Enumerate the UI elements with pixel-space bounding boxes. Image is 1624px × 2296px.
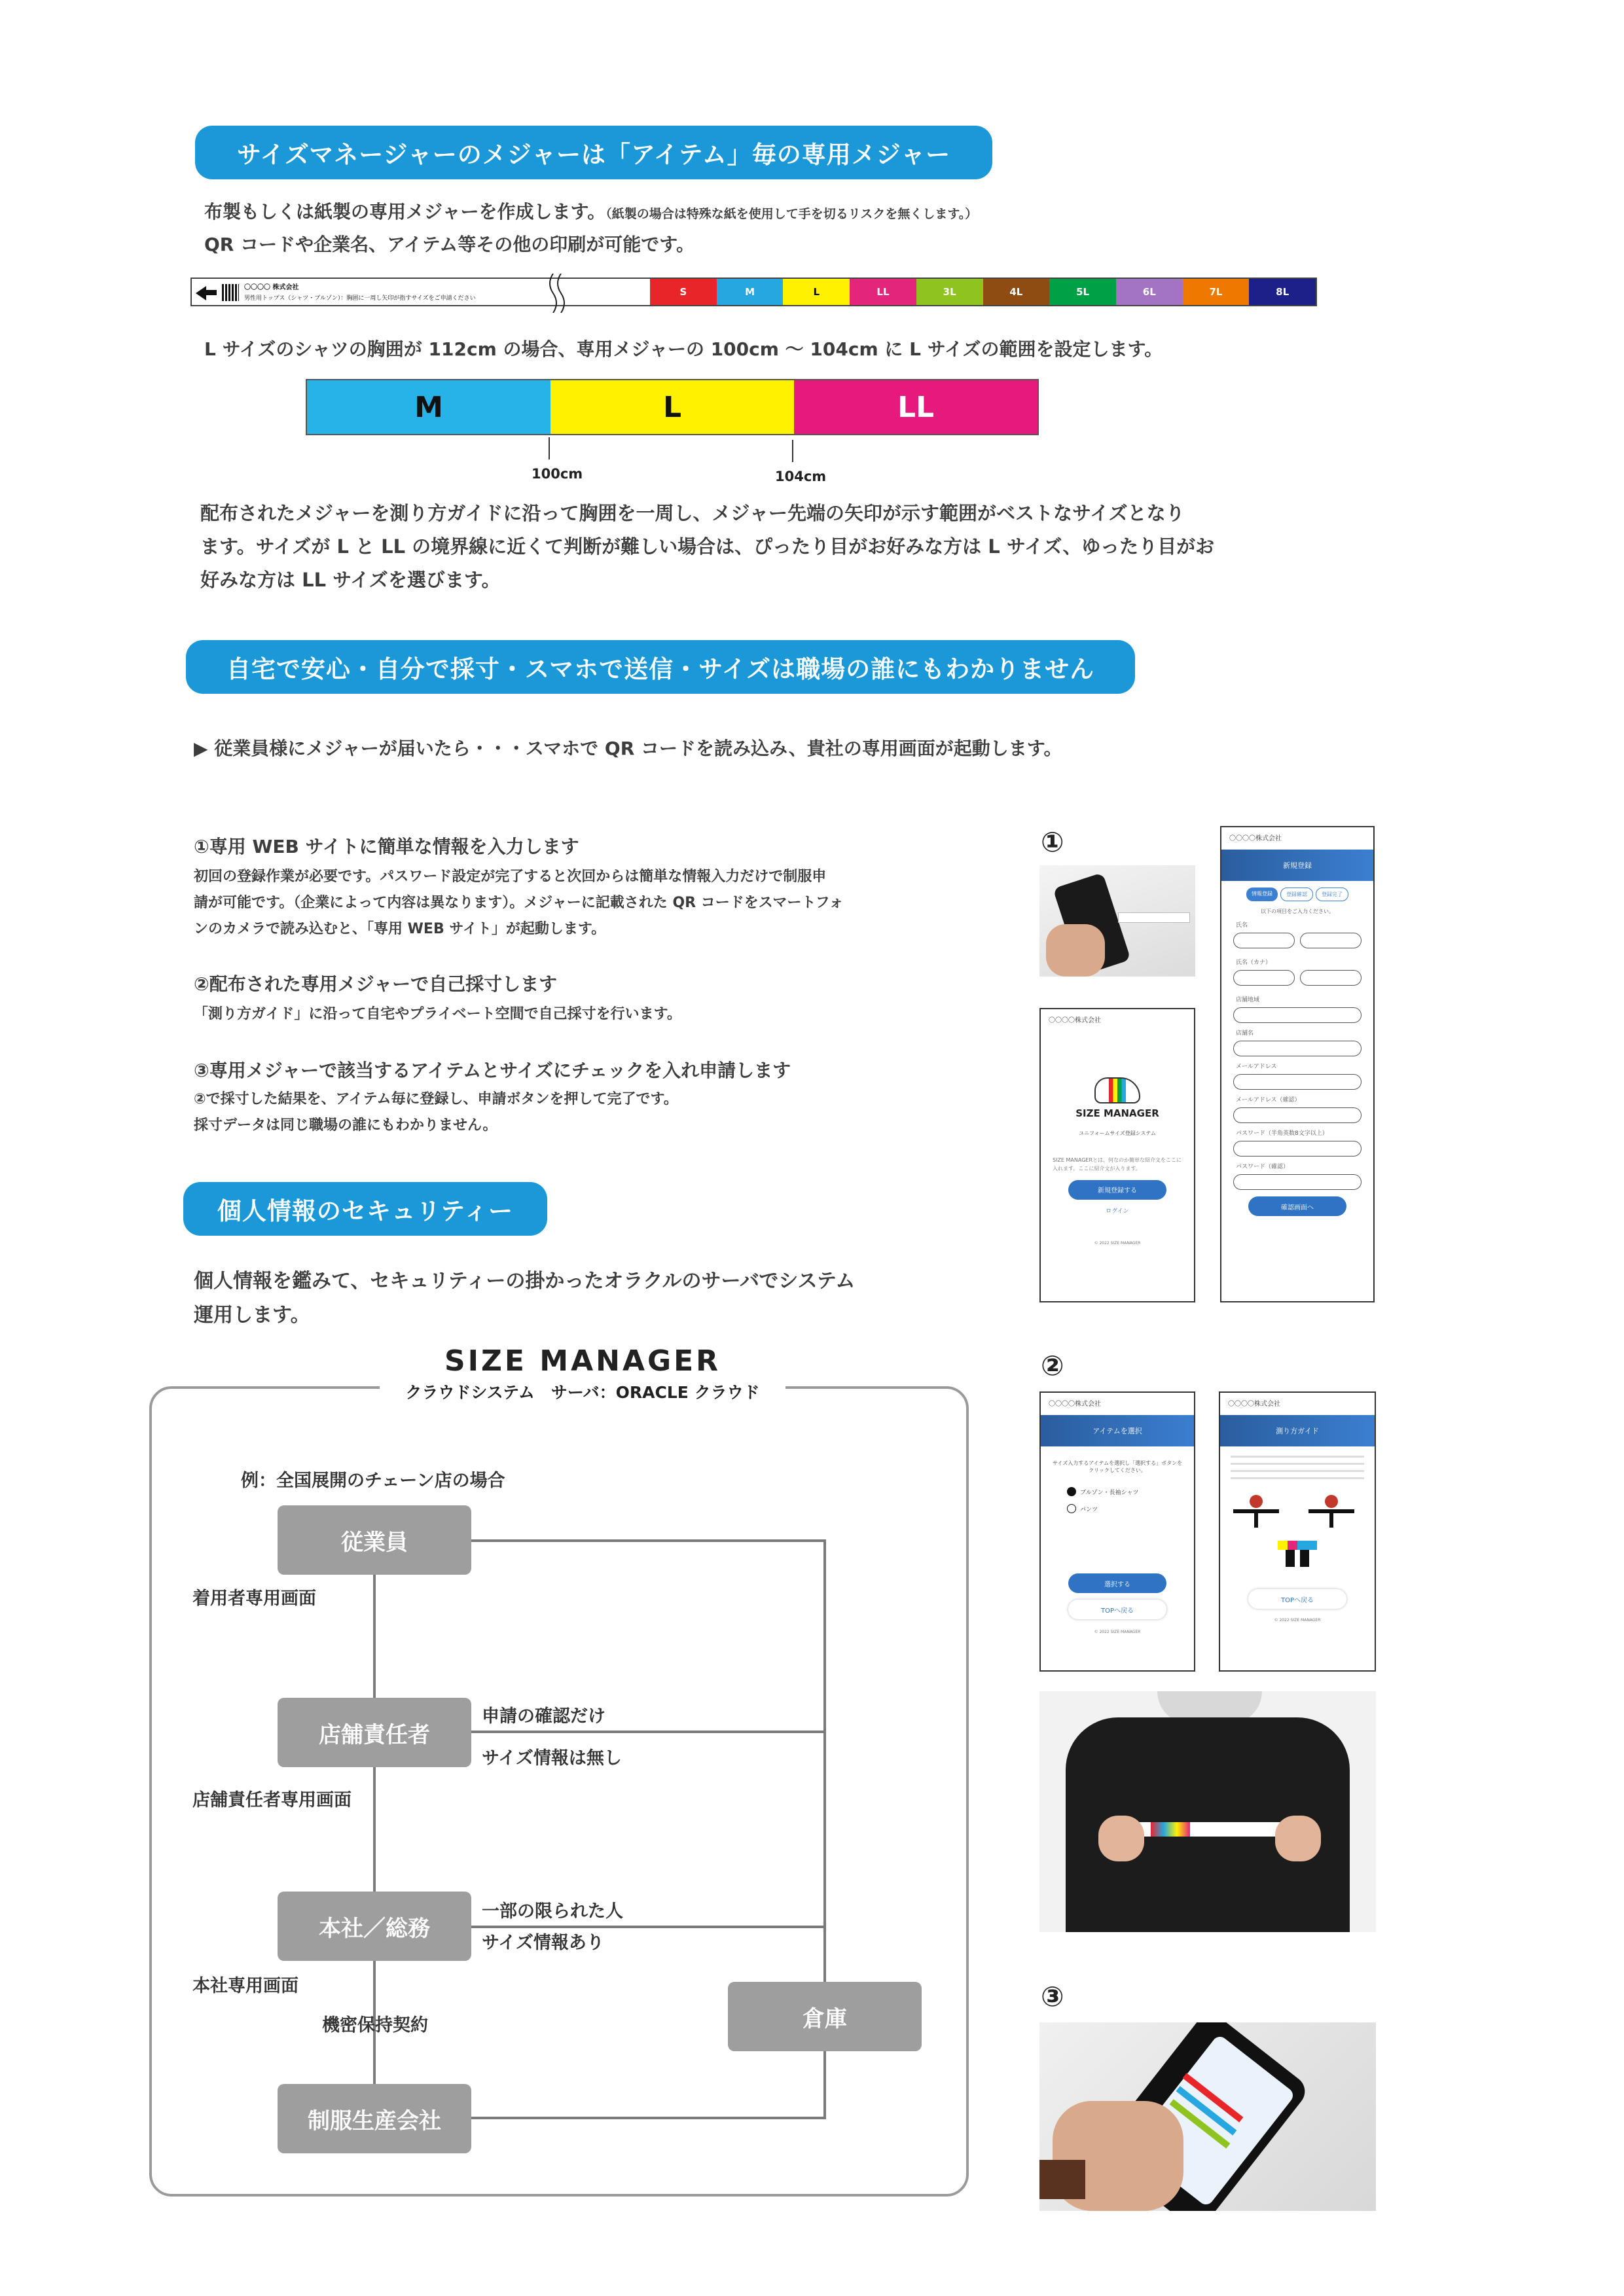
- screen-company: 〇〇〇〇株式会社: [1049, 1401, 1101, 1408]
- step1-body-line: 請が可能です。（企業によって内容は異なります）。メジャーに記載された QR コードをスマートフォ: [194, 895, 844, 911]
- label-nda: 機密保持契約: [322, 2015, 428, 2036]
- tape-break-icon: [545, 274, 571, 313]
- note-hq-1: 一部の限られた人: [482, 1901, 623, 1922]
- tape-size-segments: [650, 279, 1316, 305]
- tape-size-segment: 3L: [916, 279, 983, 305]
- guide-title: 測り方ガイド: [1220, 1415, 1375, 1446]
- tape-size-segment: M: [717, 279, 784, 305]
- field-label: 氏名: [1236, 922, 1248, 929]
- section1-line2: QR コードや企業名、アイテム等その他の印刷が可能です。: [204, 234, 695, 255]
- screen-company: 〇〇〇〇株式会社: [1229, 835, 1282, 842]
- top-subtitle: ユニフォームサイズ登録システム: [1079, 1130, 1156, 1136]
- diagram-logo: SIZE MANAGER: [444, 1344, 721, 1378]
- item-option-2[interactable]: [1067, 1504, 1168, 1513]
- step1-body-line: 初回の登録作業が必要です。パスワード設定が完了すると次回からは簡単な情報入力だけで制服申: [194, 869, 827, 885]
- photo-scan-qr: [1039, 865, 1195, 977]
- size-range-segment: LL: [794, 380, 1038, 434]
- reg-step: 登録確認: [1280, 888, 1313, 901]
- connector-line: [470, 1731, 826, 1733]
- field-label: メールアドレス（確認）: [1236, 1097, 1301, 1103]
- select-button[interactable]: 選択する: [1068, 1573, 1166, 1593]
- qr-code-icon: [222, 284, 239, 301]
- reg-step: 情報登録: [1246, 888, 1278, 901]
- label-hq-screen: 本社専用画面: [192, 1976, 298, 1996]
- top-description: SIZE MANAGERとは、何なのか簡単な紹介文をここに入れます。ここに紹介文が入ります。: [1053, 1157, 1182, 1172]
- box-store-manager: 店舗責任者: [278, 1698, 471, 1767]
- region-select[interactable]: [1233, 1007, 1362, 1023]
- item-prompt: サイズ入力するアイテムを選択し「選択する」ボタンをクリックしてください。: [1052, 1460, 1183, 1473]
- top-logo: SIZE MANAGER: [1075, 1107, 1159, 1119]
- section2-banner: 自宅で安心・自分で採寸・スマホで送信・サイズは職場の誰にもわかりません: [186, 640, 1135, 694]
- note-manager-1: 申請の確認だけ: [482, 1706, 605, 1727]
- size-range-segment: M: [307, 380, 550, 434]
- measuring-tape: [190, 278, 1317, 306]
- guide-lines: [1231, 1456, 1364, 1479]
- field-label: パスワード（確認）: [1236, 1164, 1290, 1170]
- note-hq-2: サイズ情報あり: [482, 1933, 604, 1953]
- tick-100cm-label: 100cm: [532, 466, 583, 482]
- box-factory: 制服生産会社: [278, 2084, 471, 2153]
- password-confirm-field[interactable]: [1233, 1174, 1362, 1190]
- box-warehouse: 倉庫: [728, 1982, 922, 2051]
- diagram-subtitle: クラウドシステム サーバ：ORACLE クラウド: [405, 1383, 760, 1402]
- tape-size-segment: 8L: [1249, 279, 1316, 305]
- tick-104cm-mark: [792, 440, 793, 462]
- section3-banner: 個人情報のセキュリティー: [183, 1182, 547, 1236]
- last-name-kana-field[interactable]: [1233, 970, 1295, 986]
- email-confirm-field[interactable]: [1233, 1107, 1362, 1123]
- store-select[interactable]: [1233, 1041, 1362, 1056]
- tape-size-segment: S: [650, 279, 717, 305]
- tape-size-segment: 7L: [1183, 279, 1250, 305]
- connector-line: [470, 2117, 826, 2119]
- connector-line: [470, 1539, 826, 1542]
- first-name-field[interactable]: [1300, 933, 1362, 948]
- item-title: アイテムを選択: [1041, 1415, 1194, 1446]
- field-label: 店舗名: [1236, 1030, 1254, 1037]
- back-to-top-button[interactable]: TOPへ戻る: [1248, 1589, 1346, 1609]
- screen-registration: [1220, 826, 1375, 1302]
- box-employee: 従業員: [278, 1505, 471, 1575]
- item-option-label: ブルゾン・長袖シャツ: [1080, 1489, 1139, 1496]
- tape-size-segment: 5L: [1049, 279, 1116, 305]
- tape-head: [192, 279, 650, 305]
- email-field[interactable]: [1233, 1074, 1362, 1090]
- first-name-kana-field[interactable]: [1300, 970, 1362, 986]
- box-headquarters: 本社／総務: [278, 1892, 471, 1961]
- copyright: © 2022 SIZE MANAGER: [1094, 1630, 1141, 1634]
- radio-checked-icon: [1067, 1487, 1076, 1496]
- password-field[interactable]: [1233, 1141, 1362, 1157]
- tape-size-segment: L: [783, 279, 850, 305]
- screen-company: 〇〇〇〇株式会社: [1049, 1017, 1101, 1024]
- note-manager-2: サイズ情報は無し: [482, 1748, 622, 1768]
- screen-item-select: [1039, 1391, 1195, 1672]
- step2-title: ②配布された専用メジャーで自己採寸します: [194, 973, 558, 995]
- field-label: パスワード（半角英数8文字以上）: [1236, 1130, 1328, 1137]
- label-manager-screen: 店舗責任者専用画面: [192, 1790, 352, 1810]
- connector-line: [373, 1575, 376, 2125]
- login-link[interactable]: ログイン: [1106, 1208, 1129, 1215]
- measure-figure-icon: [1220, 1488, 1375, 1573]
- copyright: © 2022 SIZE MANAGER: [1094, 1240, 1141, 1246]
- register-button[interactable]: 新規登録する: [1068, 1180, 1166, 1200]
- label-employee-screen: 着用者専用画面: [192, 1588, 316, 1609]
- rhino-logo-icon: [1094, 1077, 1140, 1103]
- step-number-2: ②: [1041, 1350, 1064, 1382]
- step-number-3: ③: [1041, 1981, 1064, 2013]
- field-label: 氏名（カナ）: [1236, 960, 1272, 966]
- photo-self-measure: [1039, 1691, 1376, 1932]
- section1-line3: L サイズのシャツの胸囲が 112cm の場合、専用メジャーの 100cm ～ 104cm に L サイズの範囲を設定します。: [204, 338, 1163, 360]
- reg-steps: [1221, 888, 1373, 901]
- screen-top: [1039, 1008, 1195, 1302]
- section1-para-line: ます。サイズが L と LL の境界線に近くて判断が難しい場合は、ぴったり目がお好みな方は L サイズ、ゆったり目がお: [200, 535, 1215, 558]
- step3-body-line: ②で採寸した結果を、アイテム毎に登録し、申請ボタンを押して完了です。: [194, 1091, 678, 1107]
- last-name-field[interactable]: [1233, 933, 1295, 948]
- section1-para-line: 好みな方は LL サイズを選びます。: [200, 569, 501, 591]
- reg-title: 新規登録: [1221, 850, 1373, 881]
- field-label: 店舗地域: [1236, 997, 1260, 1003]
- tick-100cm-mark: [549, 437, 550, 459]
- section1-banner: サイズマネージャーのメジャーは「アイテム」毎の専用メジャー: [195, 126, 992, 179]
- tape-size-segment: 4L: [983, 279, 1050, 305]
- section2-intro: ▶ 従業員様にメジャーが届いたら・・・スマホで QR コードを読み込み、貴社の専用画面が起動します。: [194, 738, 1062, 759]
- section1-line1: [204, 198, 977, 224]
- section1-line1-note: （紙製の場合は特殊な紙を使用して手を切るリスクを無くします。）: [605, 207, 978, 221]
- item-option-1[interactable]: [1067, 1487, 1168, 1496]
- confirm-button[interactable]: 確認画面へ: [1248, 1196, 1346, 1216]
- back-to-top-button[interactable]: TOPへ戻る: [1068, 1600, 1166, 1619]
- step1-title: ①専用 WEB サイトに簡単な情報を入力します: [194, 836, 579, 857]
- step-number-1: ①: [1041, 826, 1064, 858]
- section1-para-line: 配布されたメジャーを測り方ガイドに沿って胸囲を一周し、メジャー先端の矢印が示す範囲がベストなサイズとなり: [200, 502, 1185, 524]
- tape-item: 男性用トップス（シャツ・ブルゾン）：胸囲に一周し矢印が指すサイズをご申請ください: [244, 295, 476, 302]
- item-option-label: パンツ: [1080, 1506, 1098, 1513]
- section3-para-line: 運用します。: [194, 1304, 310, 1327]
- tape-size-segment: 6L: [1116, 279, 1183, 305]
- copyright: © 2022 SIZE MANAGER: [1274, 1618, 1321, 1623]
- section1-line1-main: 布製もしくは紙製の専用メジャーを作成します。: [204, 201, 606, 223]
- step3-body-line: 採寸データは同じ職場の誰にもわかりません。: [194, 1117, 497, 1134]
- size-range-bar: [306, 379, 1039, 435]
- size-range-segment: L: [550, 380, 794, 434]
- step2-body: 「測り方ガイド」に沿って自宅やプライベート空間で自己採寸を行います。: [194, 1006, 681, 1022]
- tape-company: 〇〇〇〇 株式会社: [244, 284, 299, 291]
- tape-size-segment: LL: [850, 279, 916, 305]
- field-label: メールアドレス: [1236, 1064, 1277, 1070]
- diagram-example: 例：全国展開のチェーン店の場合: [241, 1471, 505, 1491]
- step1-body-line: ンのカメラで読み込むと、「専用 WEB サイト」が起動します。: [194, 921, 606, 937]
- radio-empty-icon: [1067, 1504, 1076, 1513]
- step3-title: ③専用メジャーで該当するアイテムとサイズにチェックを入れ申請します: [194, 1060, 791, 1081]
- section3-para-line: 個人情報を鑑みて、セキュリティーの掛かったオラクルのサーバでシステム: [194, 1270, 856, 1293]
- screen-company: 〇〇〇〇株式会社: [1228, 1401, 1280, 1408]
- reg-prompt: 以下の項目をご入力ください。: [1261, 908, 1334, 914]
- tick-104cm-label: 104cm: [775, 469, 827, 484]
- photo-submit-phone: [1039, 2022, 1376, 2211]
- reg-step: 登録完了: [1316, 888, 1348, 901]
- screen-measure-guide: [1219, 1391, 1376, 1672]
